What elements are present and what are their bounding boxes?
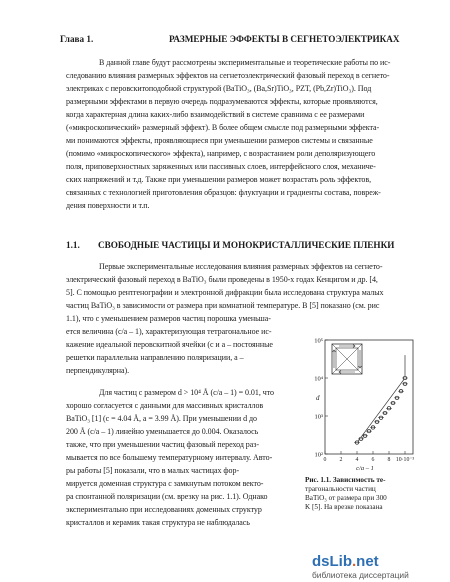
text-line: когда характерная длина каких-либо взаимодействий в системе сравнима с ее размерами: [66, 110, 365, 119]
text-line: В данной главе будут рассмотрены экспериментальные и теоретические работы по ис-: [99, 58, 391, 67]
figure-caption-text: трагональности частиц: [305, 485, 376, 493]
text-line: 1.1), что с уменьшением размеров частиц порошка уменьша-: [66, 314, 271, 323]
x-tick-label: 0: [323, 457, 327, 463]
figure-caption-line: [305, 476, 385, 485]
dslib-watermark: [312, 552, 450, 582]
text-line: электриках с перовскитоподобной структурой (BaTiO₃, (Ba,Sr)TiO₃, PZT, (Pb,Zr)TiO₃). Под: [66, 84, 372, 93]
text-line: ется величина (c/a – 1), характеризующая тетрагональное ис-: [66, 327, 272, 336]
y-tick-label: 10³: [314, 413, 323, 421]
text-line: решетки параллельна направлению поляризации, a –: [66, 353, 244, 362]
figure-caption-text: Рис. 1.1. Зависимость те-: [305, 476, 386, 484]
text-line: дения поверхности и т.п.: [66, 201, 150, 210]
section-title: СВОБОДНЫЕ ЧАСТИЦЫ И МОНОКРИСТАЛЛИЧЕСКИЕ ПЛЕНКИ: [98, 240, 395, 250]
logo-tld: net: [356, 553, 379, 570]
text-line: BaTiO₃ [1] (c = 4.04 Å, a = 3.99 Å). При уменьшении d до: [66, 414, 257, 423]
y-axis-label: d: [316, 394, 320, 402]
dslib-logo: [312, 553, 379, 570]
text-line: ских напряжений и т.д. Также при уменьшении размеров может возрастать роль эффектов,: [66, 175, 372, 184]
text-line: ры работы [5] показали, что в малых частицах фор-: [66, 466, 240, 475]
text-line: частиц BaTiO₃ в зависимости от размера при комнатной температуре. В [5] показано (см. рис: [66, 301, 380, 310]
y-tick-label: 10⁵: [314, 338, 323, 345]
text-line: кристаллов и керамик такая структура не наблюдалась: [66, 518, 250, 527]
text-line: мируется доменная структура с замкнутым потоком векто-: [66, 479, 264, 488]
x-tick-label: 8: [387, 457, 391, 463]
domain-inset: [332, 344, 362, 374]
x-tick-label: 4: [355, 457, 359, 463]
text-line: перпендикулярна).: [66, 366, 130, 375]
section-number: 1.1.: [66, 240, 80, 250]
text-line: (помимо «микроскопического» эффекта), например, с возрастанием роли деполяризующего: [66, 149, 376, 158]
watermark-subtitle: библиотека диссертаций: [312, 570, 409, 580]
text-line: также, что при уменьшении частиц фазовый переход раз-: [66, 440, 259, 449]
y-tick-label: 10²: [314, 451, 323, 459]
text-line: хорошо согласуется с данными для массивных кристаллов: [66, 401, 264, 410]
text-line: ми понимаются эффекты, проявляющиеся при уменьшении размеров системы и связанные: [66, 136, 373, 145]
y-tick-label: 10⁴: [314, 375, 323, 383]
text-line: 5]. С помощью рентгенографии и электронной дифракции была исследована структура малых: [66, 288, 384, 297]
text-line: («микроскопический» размерный эффект). В более общем смысле под размерными эффекта-: [66, 123, 380, 132]
text-line: мывается по все большему температурному интервалу. Авто-: [66, 453, 273, 462]
text-line: кажение идеальной перовскитной ячейки (c и a – постоянные: [66, 340, 273, 349]
chapter-number: Глава 1.: [60, 34, 94, 44]
text-line: Первые экспериментальные исследования влияния размерных эффектов на сегнето-: [99, 262, 383, 271]
text-line: электрический фазовый переход в BaTiO₃ были проведены в 1950-х годах Кенцигом и др. [4,: [66, 275, 378, 284]
text-line: размерными эффектами в первую очередь подразумеваются эффекты, которые проявляются,: [66, 97, 378, 106]
trend-line: [357, 378, 405, 443]
text-line: следованию влияния размерных эффектов на сегнетоэлектрический фазовый переход в сегнето-: [66, 71, 390, 80]
x-tick-label: 2: [339, 457, 343, 463]
logo-dot: .: [352, 553, 357, 570]
x-tick-label: 10·10⁻³: [395, 457, 415, 463]
logo-main: dsLib: [312, 553, 352, 570]
text-line: ра спонтанной поляризации (см. врезку на рис. 1.1). Однако: [66, 492, 268, 501]
chapter-title: РАЗМЕРНЫЕ ЭФФЕКТЫ В СЕГНЕТОЭЛЕКТРИКАХ: [169, 34, 400, 44]
text-line: экспериментально при исследованиях доменных структур: [66, 505, 262, 514]
text-line: 200 Å (c/a – 1) линейно уменьшается до 0.004. Оказалось: [66, 427, 259, 436]
figure-1-1: [305, 338, 420, 511]
text-line: поля, приповерхностных заряженных или пассивных слоев, интерфейсного слоя, механиче-: [66, 162, 376, 171]
text-line: связанных с технологией приготовления образцов: флуктуации и градиенты состава, повреж-: [66, 188, 381, 197]
x-axis-label: c/a – 1: [356, 465, 374, 472]
figure-caption-text: BaTiO₃ от размера при 300: [305, 494, 387, 502]
tetragonality-chart: [305, 338, 420, 478]
figure-caption-text: K [5]. На врезке показана: [305, 503, 383, 511]
text-line: Для частиц с размером d > 10⁴ Å (c/a – 1) = 0.01, что: [99, 388, 274, 397]
x-tick-label: 6: [371, 457, 375, 463]
